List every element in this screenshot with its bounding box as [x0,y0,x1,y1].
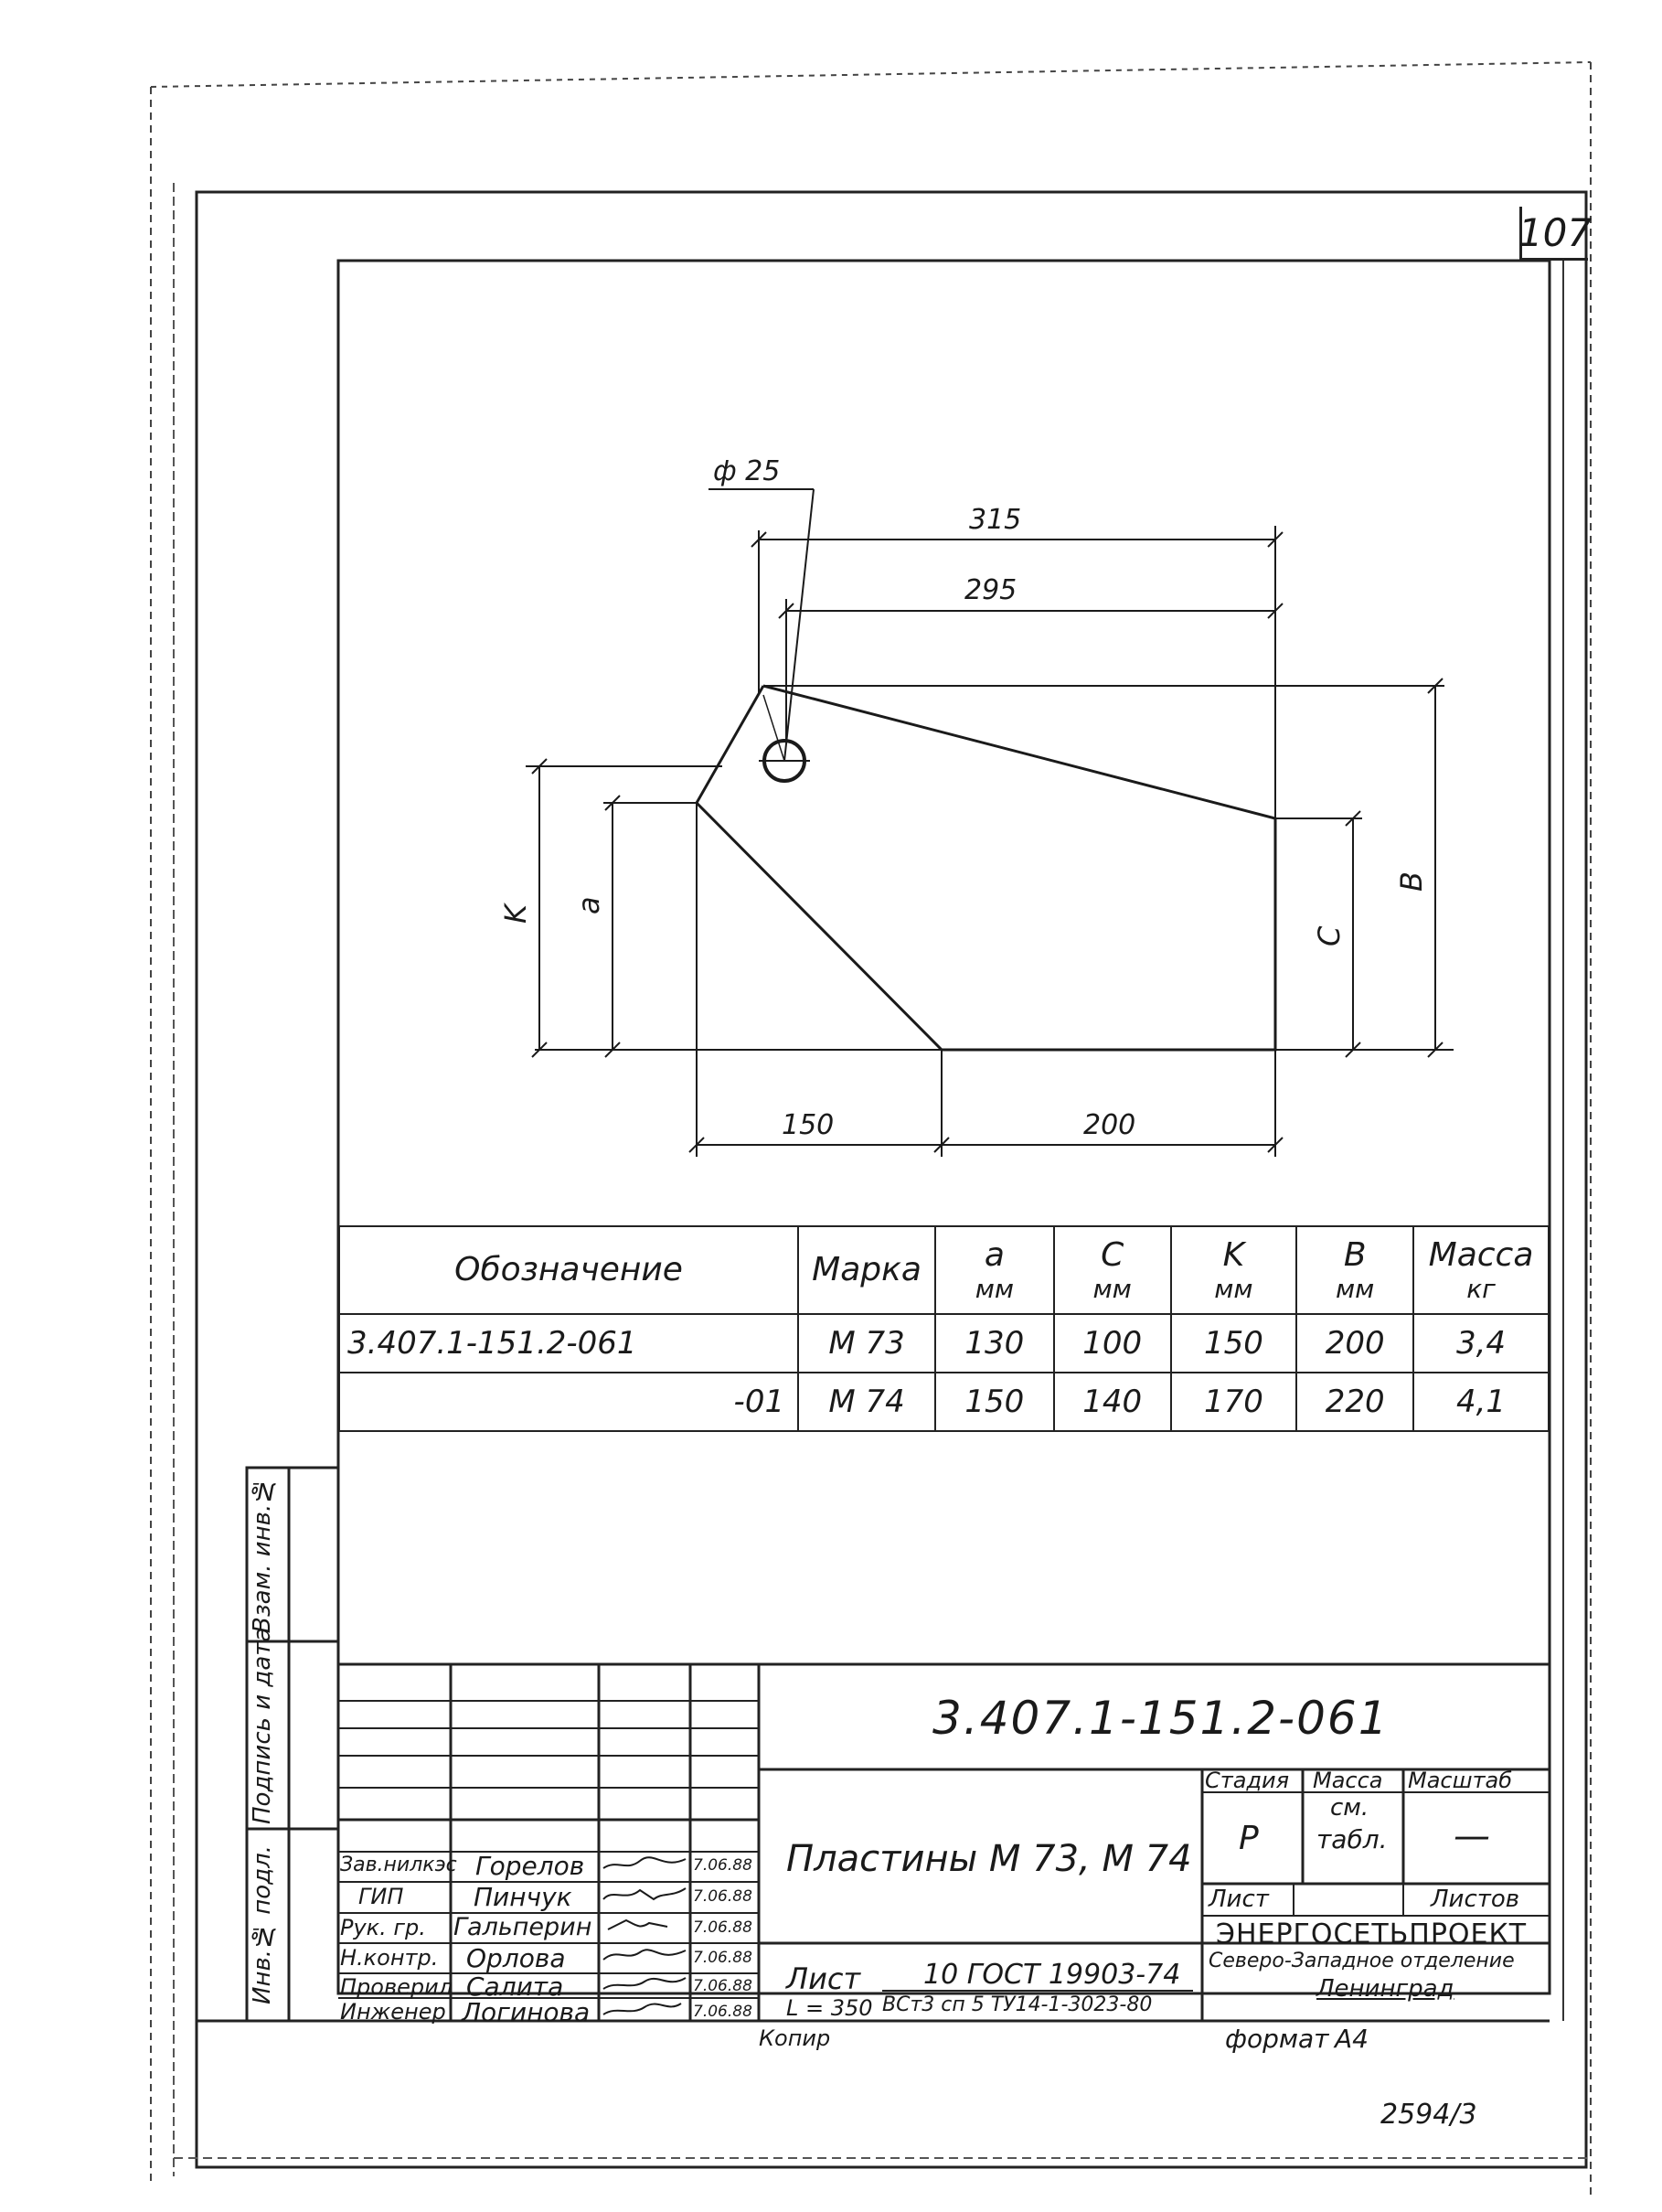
signature-name: Салита [466,1972,564,2002]
signature-date: 7.06.88 [693,2003,752,2021]
dim-295-label: 295 [964,574,1017,606]
cell-c: 140 [1054,1373,1171,1431]
cell-a: 150 [935,1373,1054,1431]
signature-date: 7.06.88 [693,1856,752,1875]
stage-value: Р [1239,1820,1259,1857]
cell-a: 130 [935,1314,1054,1373]
mass-value-line1: см. [1330,1794,1369,1822]
org-name: ЭНЕРГОСЕТЬПРОЕКТ [1216,1918,1528,1950]
dim-200-label: 200 [1083,1109,1136,1141]
cell-mark: М 74 [798,1373,935,1431]
dim-b-label: B [1394,871,1429,892]
format-label: формат [1225,2024,1329,2054]
org-city: Ленинград [1316,1975,1454,2003]
signature-role: ГИП [358,1884,404,1909]
material-gost: 10 ГОСТ 19903-74 [923,1959,1181,1991]
signature-role: Рук. гр. [340,1915,426,1940]
copy-label: Копир [759,2025,831,2051]
dim-k-label: K [498,904,533,924]
mass-value-line2: табл. [1316,1824,1388,1854]
document-code: 3.407.1-151.2-061 [932,1692,1390,1745]
cell-b: 220 [1296,1373,1413,1431]
signature-name: Горелов [475,1851,585,1881]
signature-role: Н.контр. [340,1945,439,1971]
footer-number: 2594/3 [1380,2099,1477,2131]
signature-role: Проверил [340,1974,453,2000]
header-mass: Масса кг [1413,1226,1549,1314]
mass-header: Масса [1313,1768,1383,1793]
material-length: L = 350 [786,1995,873,2021]
header-k: K мм [1171,1226,1297,1314]
material-steel: ВСт3 сп 5 ТУ14-1-3023-80 [882,1993,1153,2016]
header-designation: Обозначение [339,1226,798,1314]
cell-designation: -01 [339,1373,798,1431]
cell-k: 170 [1171,1373,1297,1431]
header-c: C мм [1054,1226,1171,1314]
cell-mass: 4,1 [1413,1373,1549,1431]
dim-315-label: 315 [969,504,1022,536]
signature-name: Гальперин [453,1913,592,1941]
hole-label: ф 25 [713,455,781,487]
material-sheet-label: Лист [786,1961,861,1996]
format-value: А4 [1335,2024,1369,2054]
header-b: B мм [1296,1226,1413,1314]
sheets-label: Листов [1431,1886,1520,1913]
sheet-label: Лист [1209,1886,1269,1913]
cell-k: 150 [1171,1314,1297,1373]
sheet-number: 107 [1519,207,1588,261]
side-column-vzam-inv: Взам. инв.№ [249,1476,276,1633]
document-title: Пластины М 73, М 74 [786,1838,1192,1880]
cell-c: 100 [1054,1314,1171,1373]
stage-header: Стадия [1205,1768,1290,1793]
signature-name: Пинчук [474,1882,572,1912]
signature-date: 7.06.88 [693,1949,752,1967]
dim-150-label: 150 [782,1109,835,1141]
signature-name: Логинова [462,1997,591,2027]
signature-role: Инженер [340,1999,446,2025]
scale-value: — [1454,1815,1490,1857]
cell-mass: 3,4 [1413,1314,1549,1373]
dim-c-label: C [1312,925,1347,946]
side-column-inv-podl: Инв.№ подл. [249,1844,276,2005]
org-department: Северо-Западное отделение [1209,1950,1515,1972]
header-a: a мм [935,1226,1054,1314]
cell-designation: 3.407.1-151.2-061 [339,1314,798,1373]
signature-marks [599,1852,690,2021]
signature-date: 7.06.88 [693,1977,752,1995]
side-column-podpis-data: Подпись и дата [249,1627,276,1824]
header-mark: Марка [798,1226,935,1314]
signature-name: Орлова [466,1943,566,1973]
signature-role: Зав.нилкэс [340,1854,457,1876]
signature-date: 7.06.88 [693,1918,752,1937]
dim-a-label: a [571,896,606,914]
scale-header: Масштаб [1408,1768,1513,1793]
cell-b: 200 [1296,1314,1413,1373]
signature-date: 7.06.88 [693,1887,752,1906]
cell-mark: М 73 [798,1314,935,1373]
